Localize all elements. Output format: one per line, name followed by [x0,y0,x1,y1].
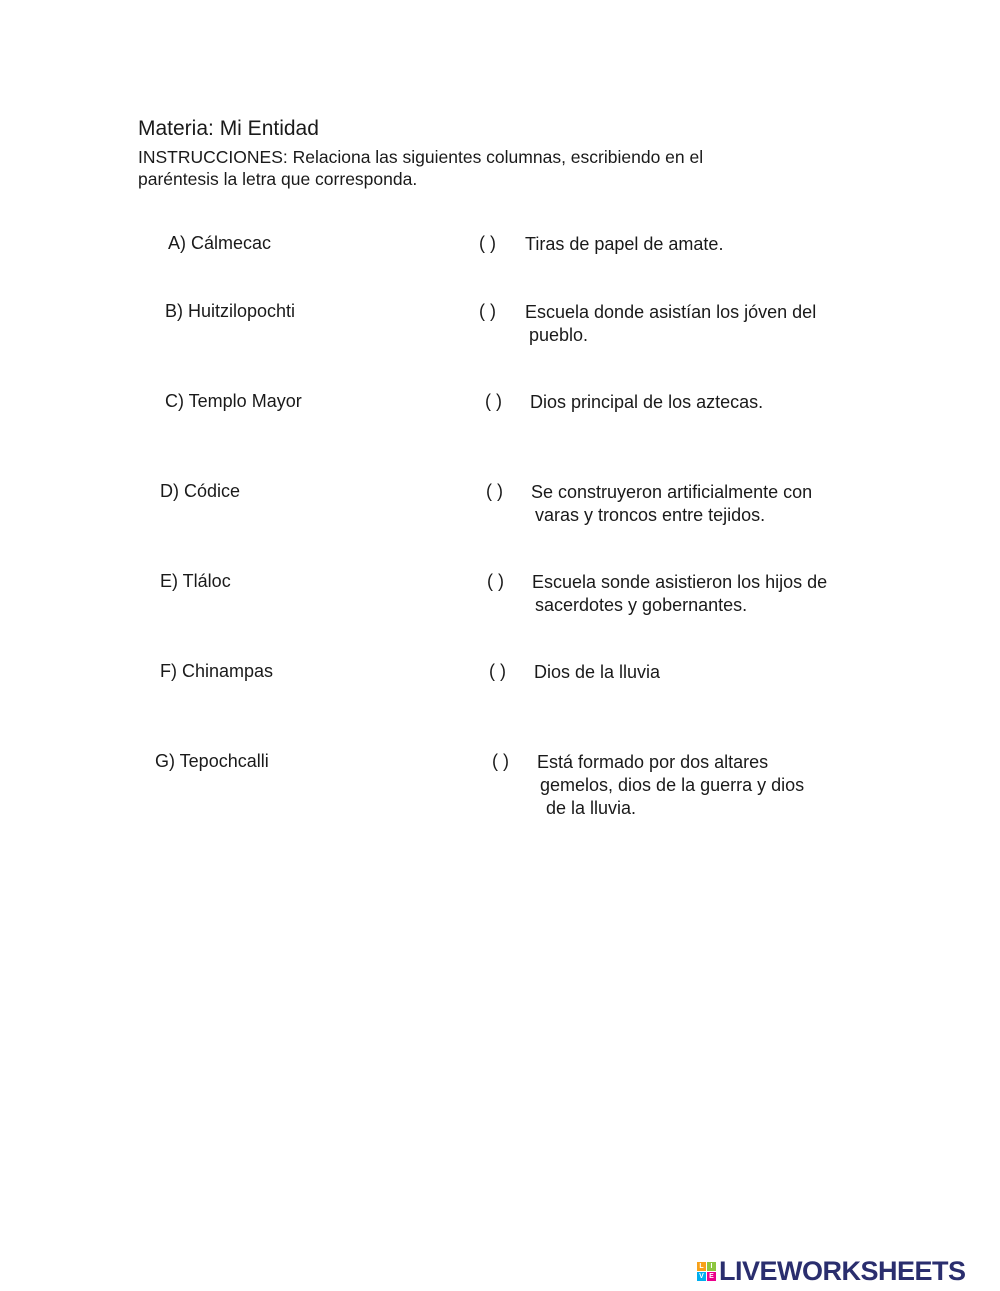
definition-1-line-1: Tiras de papel de amate. [525,234,724,254]
definition-6-line-1: Dios de la lluvia [534,662,661,682]
definition-6 [534,661,660,684]
definition-2 [525,301,816,347]
logo-text: LIVEWORKSHEETS [719,1255,966,1286]
answer-blank-1[interactable]: ( ) [479,233,496,253]
term-g: G) Tepochcalli [155,751,269,771]
logo-boxes-icon [697,1262,716,1281]
definition-2-line-1: Escuela donde asistían los jóven del [525,302,817,322]
logo-box-e: E [707,1272,716,1281]
answer-blank-2[interactable]: ( ) [479,301,496,321]
term-d: D) Códice [160,481,241,501]
definition-5-line-2: sacerdotes y gobernantes. [535,595,748,615]
instructions [138,146,838,190]
liveworksheets-logo [697,1255,966,1287]
answer-blank-3[interactable]: ( ) [485,391,502,411]
definition-4-line-1: Se construyeron artificialmente con [531,482,813,502]
definition-3-line-1: Dios principal de los aztecas. [530,392,764,412]
definition-2-line-2: pueblo. [529,325,589,345]
definition-1 [525,233,723,256]
answer-blank-7[interactable]: ( ) [492,751,509,771]
definition-7-line-3: de la lluvia. [546,798,637,818]
logo-box-i: I [707,1262,716,1271]
definition-5 [532,571,827,617]
answer-blank-4[interactable]: ( ) [486,481,503,501]
definition-4-line-2: varas y troncos entre tejidos. [535,505,766,525]
term-c: C) Templo Mayor [165,391,302,411]
answer-blank-6[interactable]: ( ) [489,661,506,681]
definition-5-line-1: Escuela sonde asistieron los hijos de [532,572,828,592]
logo-box-v: V [697,1272,706,1281]
definition-7 [537,751,804,820]
answer-blank-5[interactable]: ( ) [487,571,504,591]
instructions-line-2: paréntesis la letra que corresponda. [138,169,418,189]
definition-7-line-2: gemelos, dios de la guerra y dios [540,775,805,795]
term-b: B) Huitzilopochti [165,301,296,321]
term-a: A) Cálmecac [168,233,272,253]
term-f: F) Chinampas [160,661,274,681]
definition-3 [530,391,763,414]
definition-7-line-1: Está formado por dos altares [537,752,769,772]
instructions-line-1: INSTRUCCIONES: Relaciona las siguientes columnas, escribiendo en el [138,147,704,167]
logo-box-l: L [697,1262,706,1271]
definition-4 [531,481,812,527]
subject-title: Materia: Mi Entidad [138,117,319,140]
term-e: E) Tláloc [160,571,231,591]
